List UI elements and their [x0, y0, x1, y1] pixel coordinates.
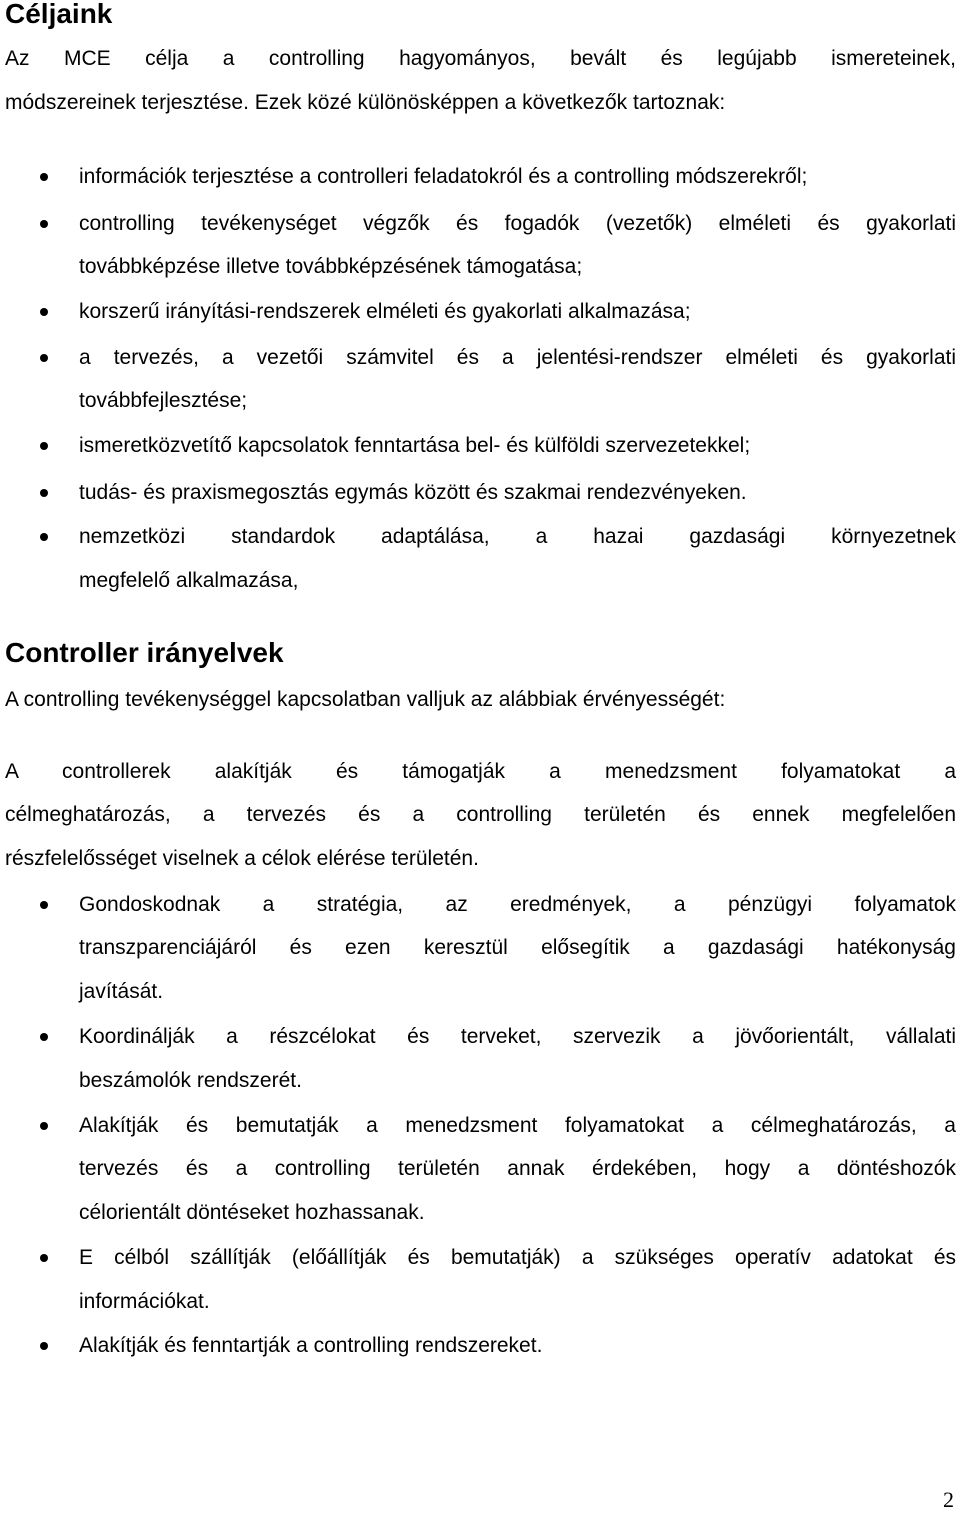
list-item-line: tervezés és a controlling területén annak érdekében, hogy a döntéshozók: [79, 1157, 956, 1180]
list-item-line: Alakítják és bemutatják a menedzsment folyamatokat a célmeghatározás, a: [79, 1114, 956, 1137]
bullet-dot: [40, 1033, 48, 1041]
section-heading-celjaink: Céljaink: [5, 0, 113, 29]
bullet-dot: [40, 308, 48, 316]
bullet-dot: [40, 489, 48, 497]
list-item-line: nemzetközi standardok adaptálása, a hazai gazdasági környezetnek: [79, 525, 956, 548]
bullet-dot: [40, 1342, 48, 1350]
page-number: 2: [943, 1487, 954, 1512]
list-item-line: controlling tevékenységet végzők és fogadók (vezetők) elméleti és gyakorlati: [79, 212, 956, 235]
paragraph-line: A controllerek alakítják és támogatják a menedzsment folyamatokat a: [5, 760, 956, 783]
paragraph-line: célmeghatározás, a tervezés és a controlling területén és ennek megfelelően: [5, 803, 956, 826]
bullet-dot: [40, 1254, 48, 1262]
bullet-dot: [40, 533, 48, 541]
list-item-line: ismeretközvetítő kapcsolatok fenntartása bel- és külföldi szervezetekkel;: [79, 434, 751, 457]
list-item-line: a tervezés, a vezetői számvitel és a jelentési-rendszer elméleti és gyakorlati: [79, 346, 956, 369]
list-item-line: korszerű irányítási-rendszerek elméleti és gyakorlati alkalmazása;: [79, 300, 691, 323]
list-item-line: beszámolók rendszerét.: [79, 1069, 302, 1092]
list-item-line: Gondoskodnak a stratégia, az eredmények, a pénzügyi folyamatok: [79, 893, 956, 916]
list-item-line: információk terjesztése a controlleri feladatokról és a controlling módszerekről;: [79, 165, 808, 188]
intro-line-2: módszereinek terjesztése. Ezek közé különösképpen a következők tartoznak:: [5, 91, 726, 114]
list-item-line: továbbképzése illetve továbbképzésének támogatása;: [79, 255, 583, 278]
list-item-line: tudás- és praxismegosztás egymás között és szakmai rendezvényeken.: [79, 481, 747, 504]
list-item-line: célorientált döntéseket hozhassanak.: [79, 1201, 425, 1224]
list-item-line: Alakítják és fenntartják a controlling rendszereket.: [79, 1334, 543, 1357]
bullet-dot: [40, 354, 48, 362]
bullet-dot: [40, 220, 48, 228]
paragraph-line: részfelelősséget viselnek a célok elérése területén.: [5, 847, 479, 870]
bullet-dot: [40, 173, 48, 181]
section-intro: A controlling tevékenységgel kapcsolatban valljuk az alábbiak érvényességét:: [5, 688, 726, 711]
intro-line-1: Az MCE célja a controlling hagyományos, bevált és legújabb ismereteinek,: [5, 47, 956, 70]
list-item-line: E célból szállítják (előállítják és bemutatják) a szükséges operatív adatokat és: [79, 1246, 956, 1269]
bullet-dot: [40, 901, 48, 909]
list-item-line: Koordinálják a részcélokat és terveket, szervezik a jövőorientált, vállalati: [79, 1025, 956, 1048]
list-item-line: javítását.: [79, 980, 164, 1003]
section-heading-controller-iranyelvek: Controller irányelvek: [5, 637, 284, 668]
list-item-line: transzparenciájáról és ezen keresztül elősegítik a gazdasági hatékonyság: [79, 936, 956, 959]
list-item-line: továbbfejlesztése;: [79, 389, 248, 412]
list-item-line: megfelelő alkalmazása,: [79, 569, 299, 592]
list-item-line: információkat.: [79, 1290, 210, 1313]
bullet-dot: [40, 1122, 48, 1130]
bullet-dot: [40, 442, 48, 450]
